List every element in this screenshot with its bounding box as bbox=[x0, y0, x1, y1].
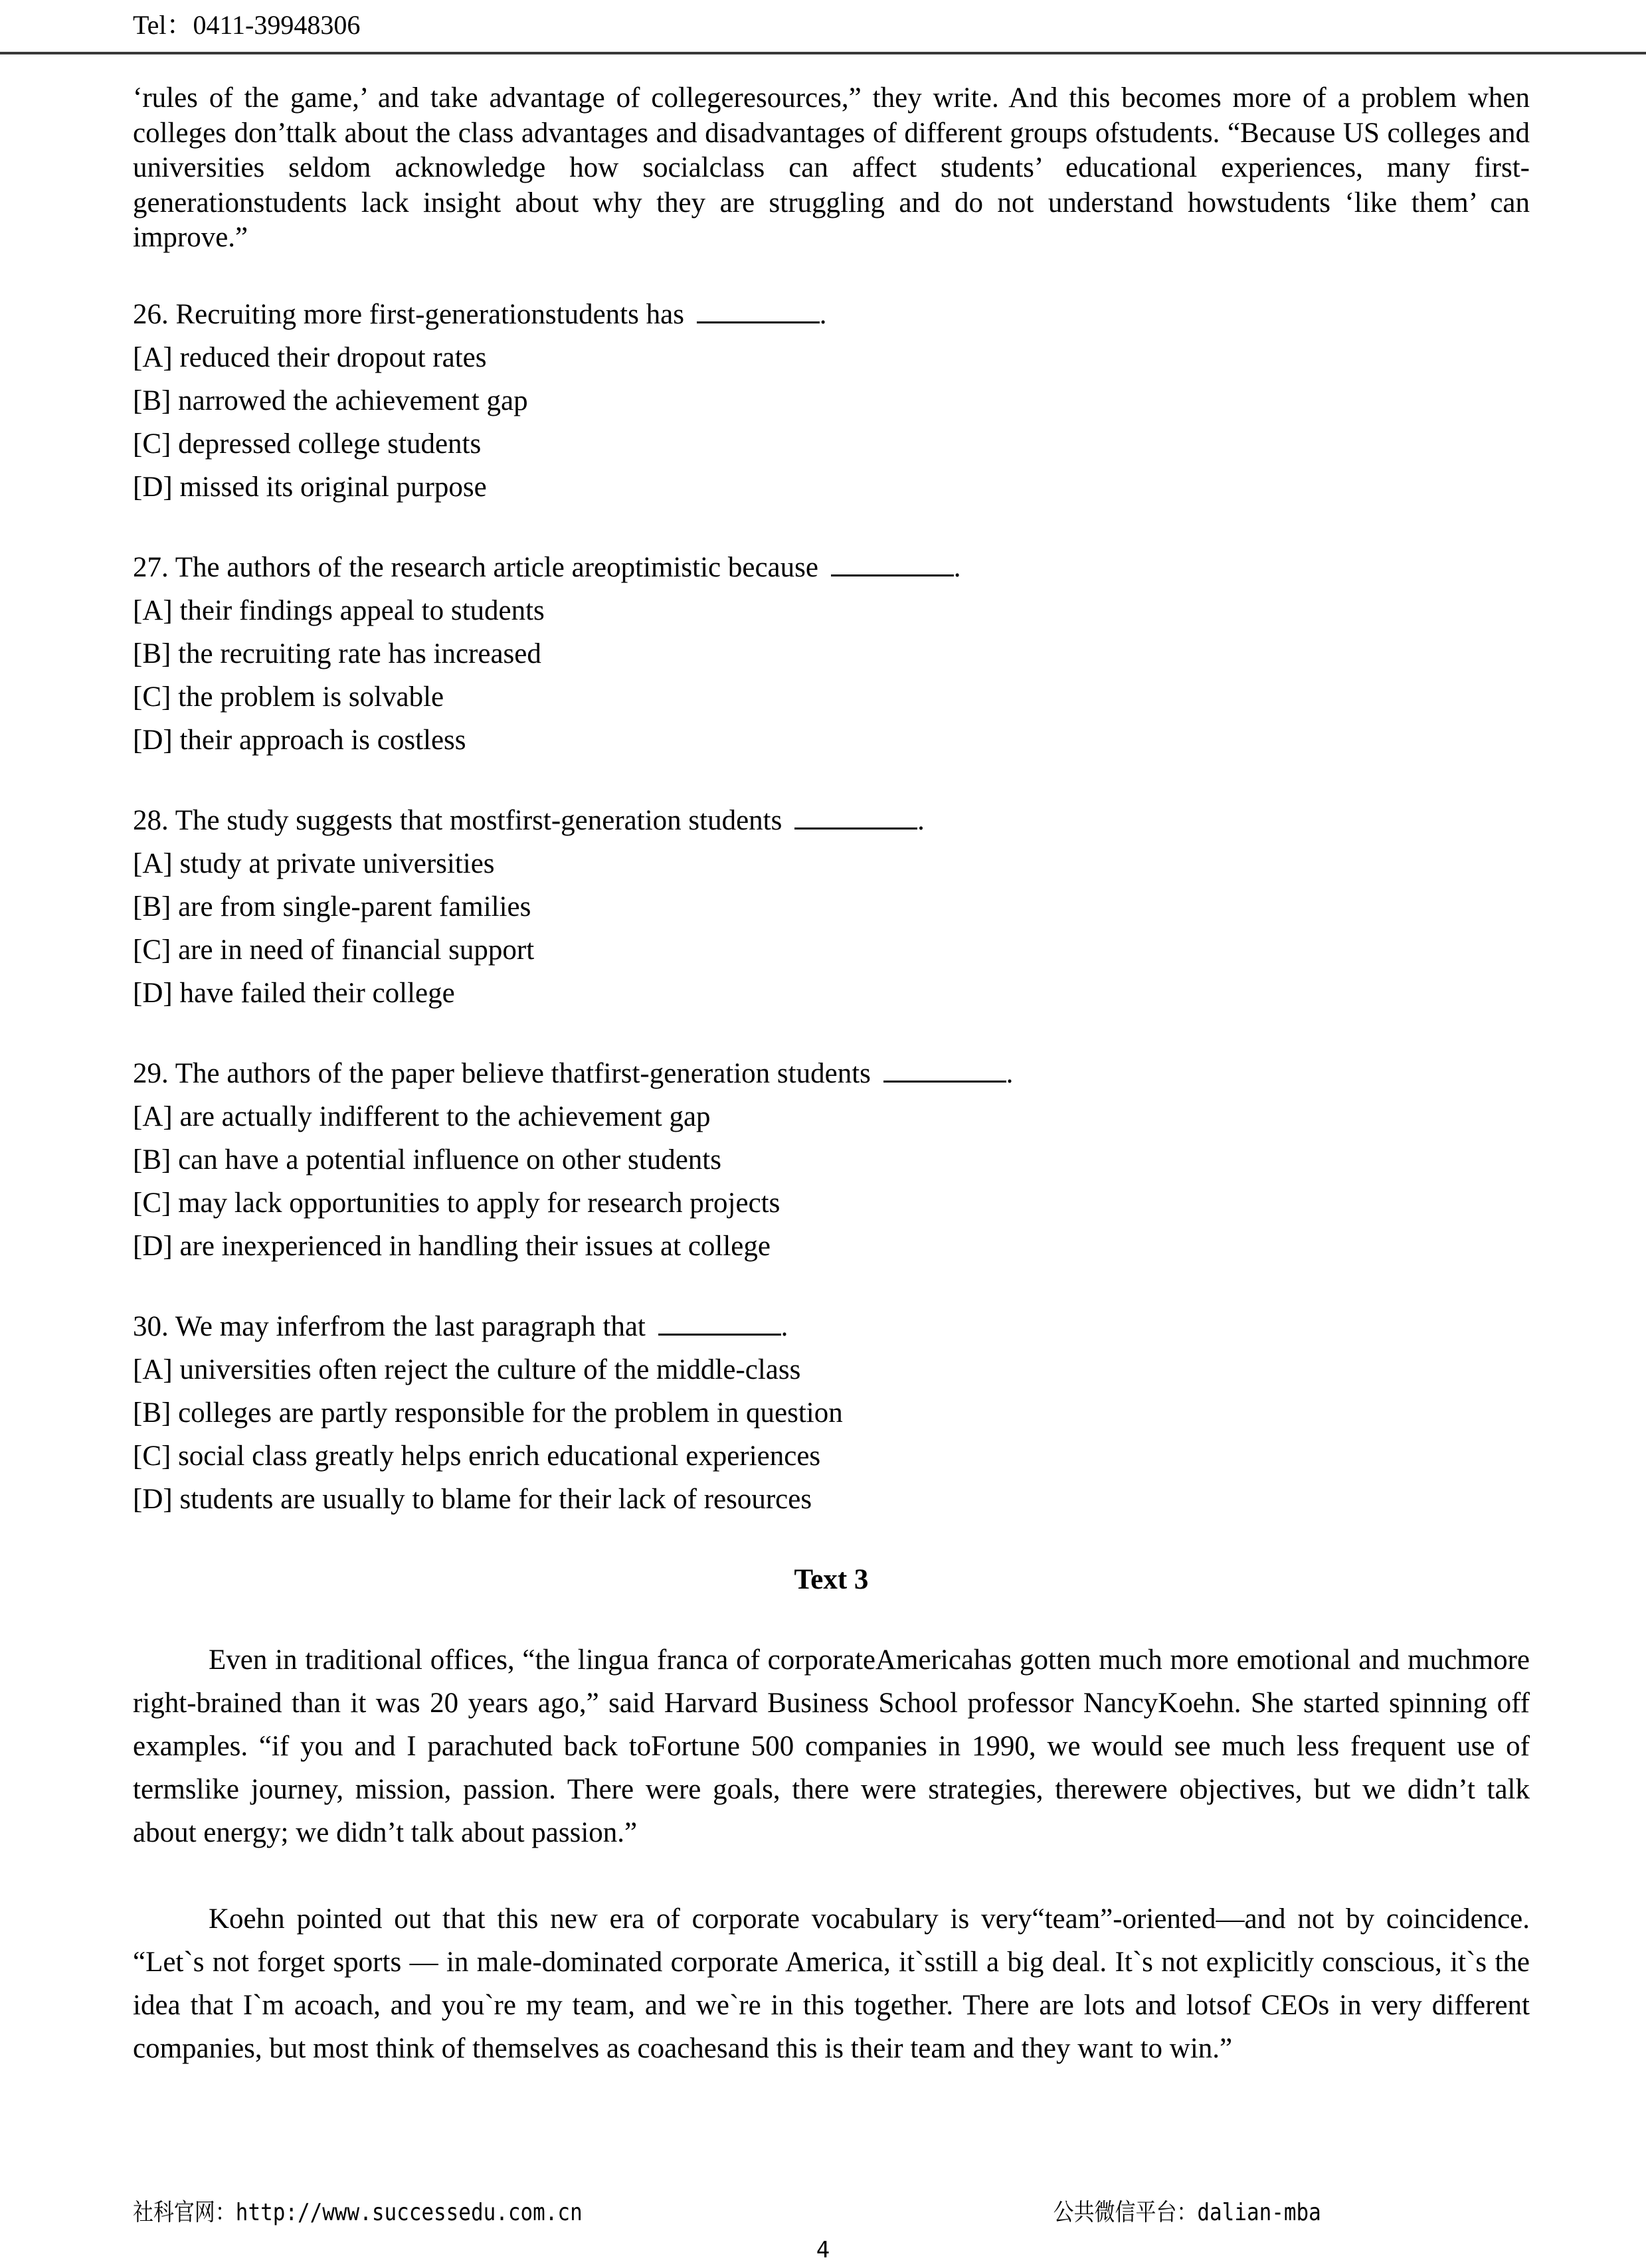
question-stem: 28. The study suggests that mostfirst-generation students . bbox=[133, 804, 925, 836]
footer-wechat: 公共微信平台：dalian-mba bbox=[1053, 2199, 1321, 2226]
question-27 bbox=[133, 546, 1530, 762]
option-c: [C] depressed college students bbox=[133, 428, 482, 460]
option-c: [C] may lack opportunities to apply for research projects bbox=[133, 1187, 780, 1219]
page-content bbox=[133, 81, 1530, 2070]
page-number: 4 bbox=[816, 2237, 830, 2263]
question-26 bbox=[133, 293, 1530, 509]
option-b: [B] can have a potential influence on other students bbox=[133, 1144, 721, 1176]
question-stem: 30. We may inferfrom the last paragraph that . bbox=[133, 1310, 788, 1342]
header-divider bbox=[0, 52, 1646, 54]
option-c: [C] the problem is solvable bbox=[133, 681, 444, 713]
header-tel: Tel：0411-39948306 bbox=[133, 10, 361, 40]
option-c: [C] social class greatly helps enrich educational experiences bbox=[133, 1440, 821, 1472]
passage-paragraph: ‘rules of the game,’ and take advantage of collegeresources,” they write. And this becomes more of a problem when colleges don’ttalk about the class advantages and disadvantages of different groups ofstudents. “Because US colleges and universities seldom acknowledge how socialclass can affect students’ educational experiences, many first-generationstudents lack insight about why they are struggling and do not understand howstudents ‘like them’ can improve.” bbox=[133, 82, 1530, 253]
option-c: [C] are in need of financial support bbox=[133, 934, 535, 966]
answer-blank bbox=[697, 298, 820, 323]
section-title-text-3: Text 3 bbox=[794, 1563, 869, 1595]
question-stem: 27. The authors of the research article areoptimistic because . bbox=[133, 551, 961, 583]
option-a: [A] universities often reject the culture of the middle-class bbox=[133, 1353, 801, 1385]
question-29 bbox=[133, 1052, 1530, 1268]
option-a: [A] their findings appeal to students bbox=[133, 594, 545, 626]
option-b: [B] the recruiting rate has increased bbox=[133, 638, 541, 669]
text3-paragraph-2: Koehn pointed out that this new era of corporate vocabulary is very“team”-oriented—and not by coincidence. “Let`s not forget sports — in male-dominated corporate America, it`sstill a big deal. It`s not explicitly conscious, it`s the idea that I`m acoach, and you`re my team, and we`re in this together. There are lots and lotsof CEOs in very different companies, but most think of themselves as coachesand this is their team and they want to win.” bbox=[133, 1903, 1530, 2064]
text3-paragraph-1: Even in traditional offices, “the lingua franca of corporateAmericahas gotten much more emotional and muchmore right-brained than it was 20 years ago,” said Harvard Business School professor NancyKoehn. She started spinning off examples. “if you and I parachuted back toFortune 500 companies in 1990, we would see much less frequent use of termslike journey, mission, passion. There were goals, there were strategies, therewere objectives, but we didn’t talk about energy; we didn’t talk about passion.” bbox=[133, 1644, 1530, 1848]
option-b: [B] narrowed the achievement gap bbox=[133, 385, 528, 416]
question-28 bbox=[133, 799, 1530, 1015]
option-a: [A] study at private universities bbox=[133, 847, 495, 879]
question-stem: 29. The authors of the paper believe thatfirst-generation students . bbox=[133, 1057, 1014, 1089]
footer-website: 社科官网：http://www.successedu.com.cn bbox=[133, 2199, 583, 2226]
question-stem: 26. Recruiting more first-generationstudents has . bbox=[133, 298, 827, 330]
option-d: [D] have failed their college bbox=[133, 977, 455, 1009]
option-d: [D] their approach is costless bbox=[133, 724, 466, 756]
option-b: [B] are from single-parent families bbox=[133, 891, 531, 922]
option-d: [D] students are usually to blame for their lack of resources bbox=[133, 1483, 812, 1515]
option-d: [D] are inexperienced in handling their issues at college bbox=[133, 1230, 771, 1262]
question-30 bbox=[133, 1305, 1530, 1521]
option-d: [D] missed its original purpose bbox=[133, 471, 487, 503]
page-footer bbox=[133, 2198, 1321, 2227]
option-b: [B] colleges are partly responsible for the problem in question bbox=[133, 1397, 843, 1429]
answer-blank bbox=[883, 1057, 1006, 1083]
answer-blank bbox=[658, 1310, 781, 1336]
option-a: [A] reduced their dropout rates bbox=[133, 341, 487, 373]
answer-blank bbox=[831, 551, 954, 576]
page-header bbox=[133, 9, 360, 41]
option-a: [A] are actually indifferent to the achievement gap bbox=[133, 1100, 711, 1132]
answer-blank bbox=[794, 804, 917, 829]
